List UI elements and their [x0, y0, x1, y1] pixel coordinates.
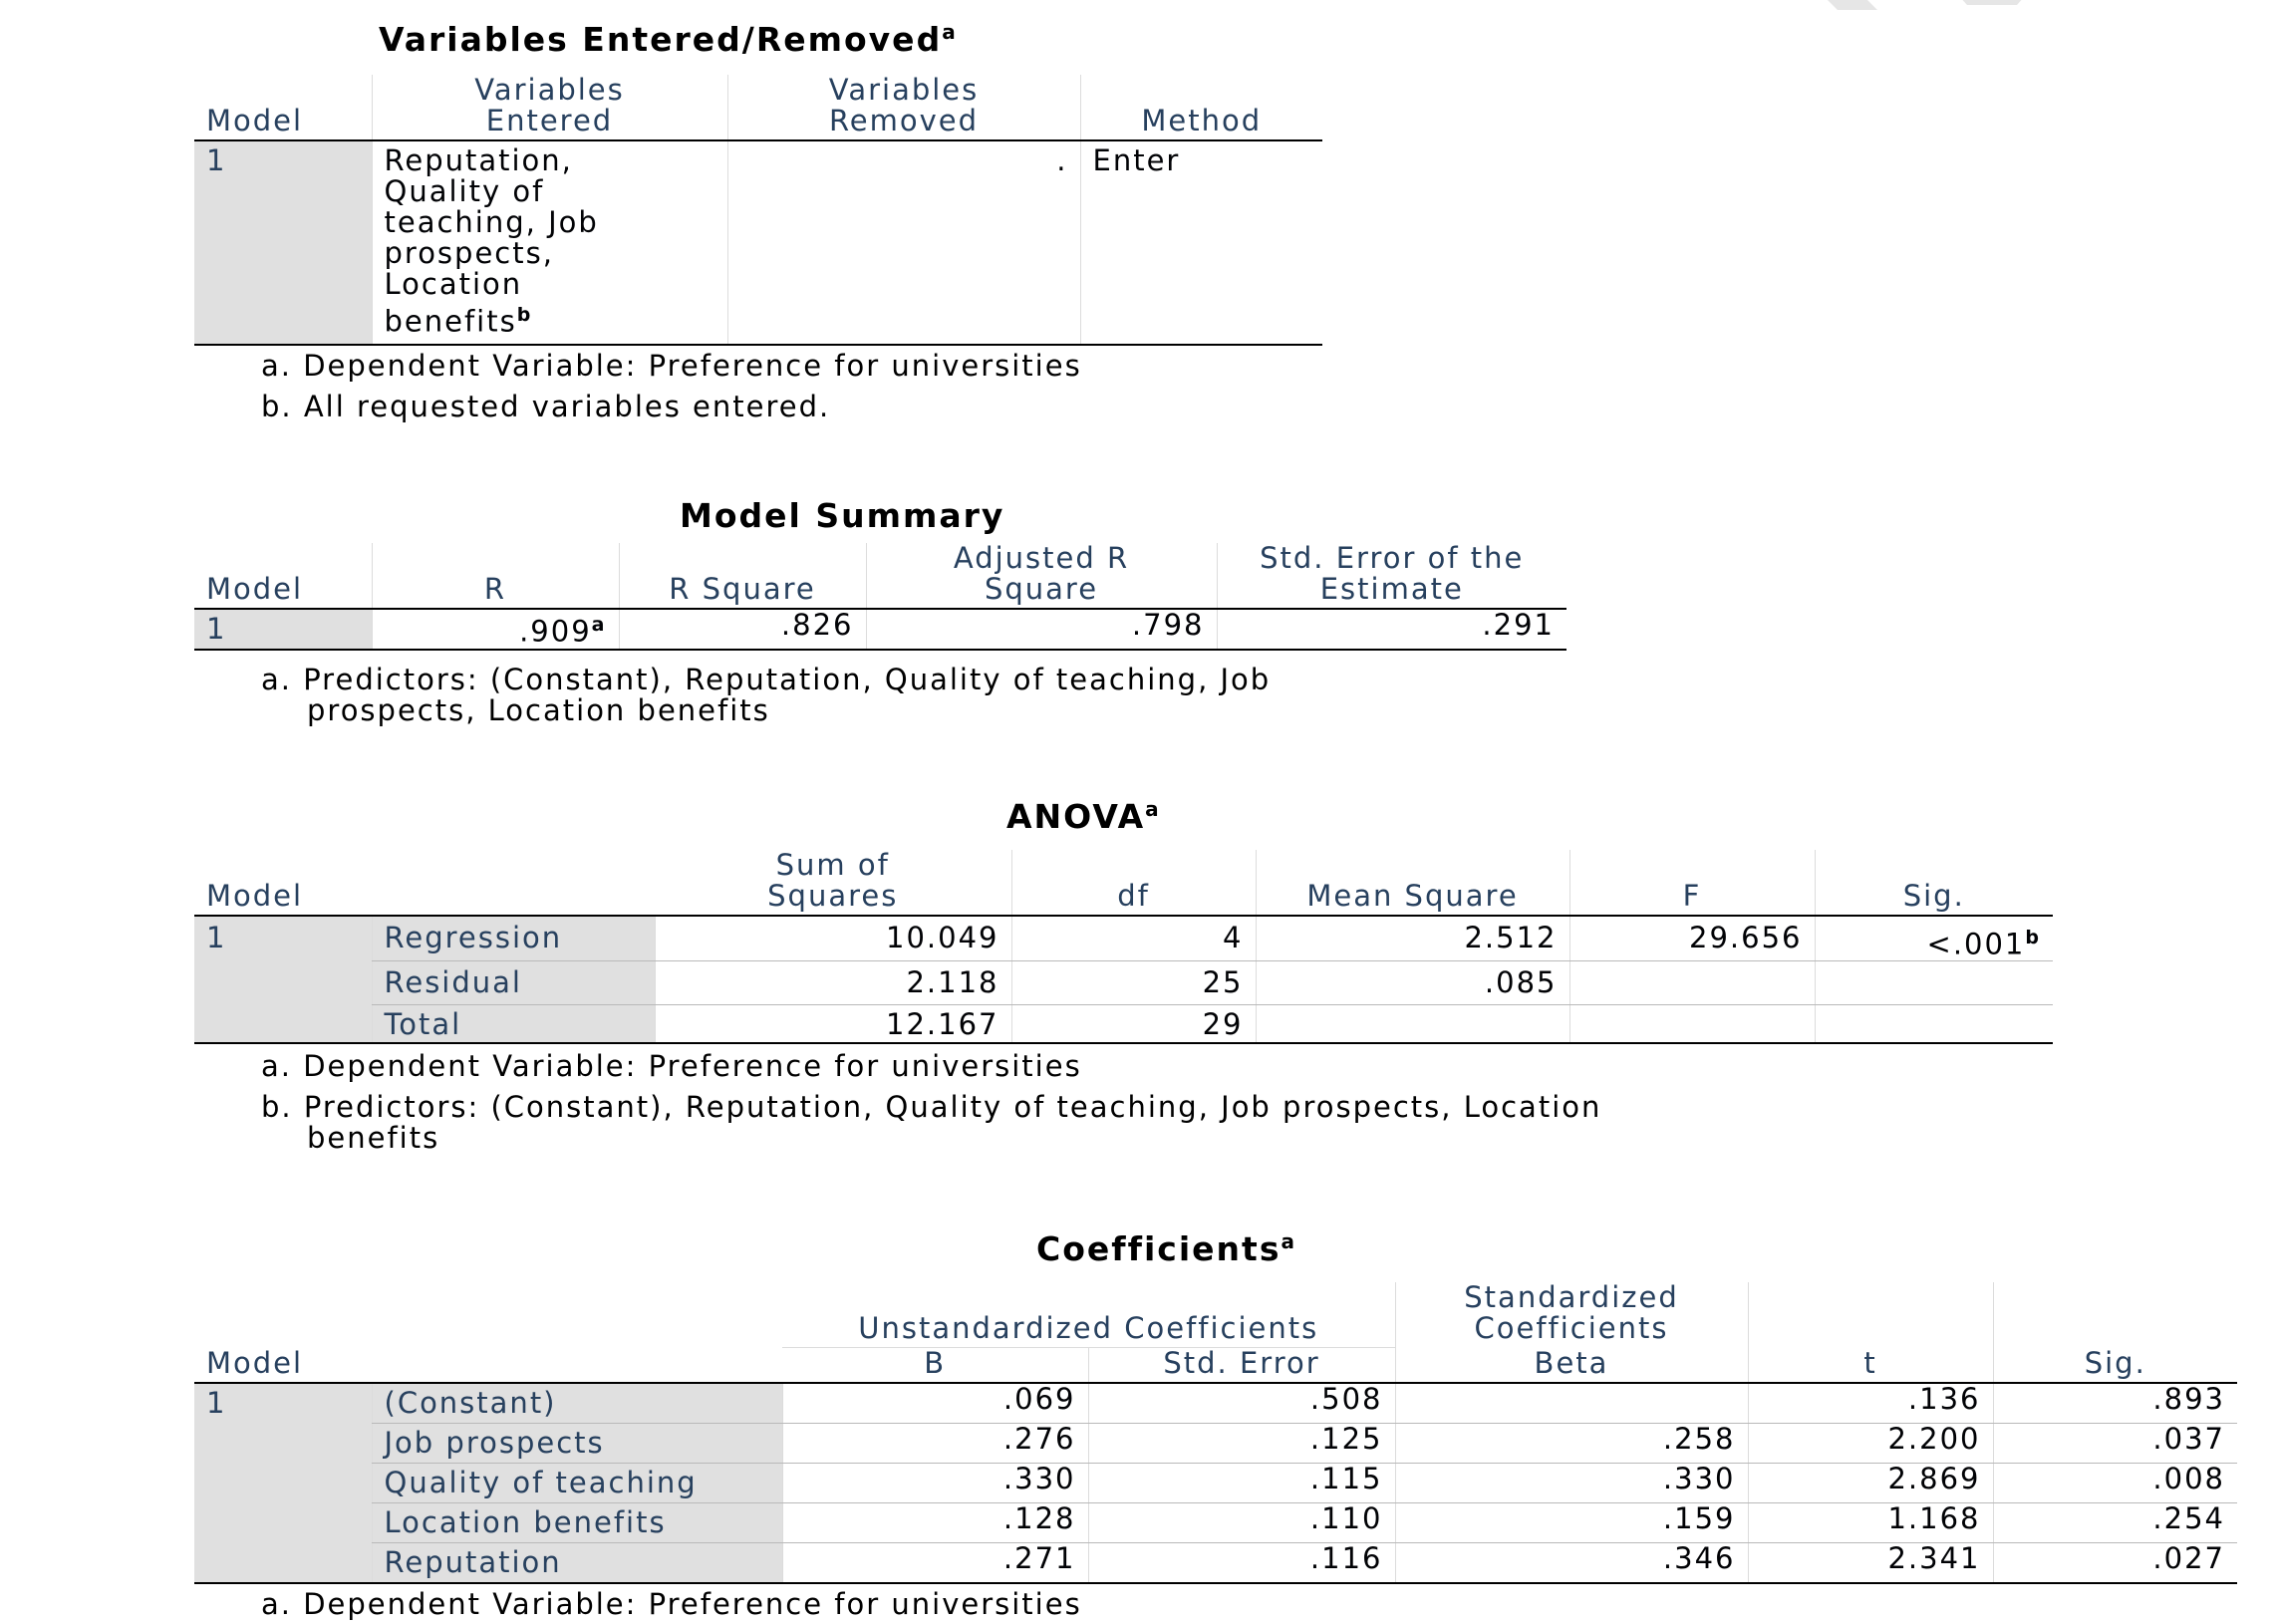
ss-cell: 10.049: [655, 916, 1011, 960]
table-row: [194, 1542, 2237, 1583]
b-cell: .128: [782, 1502, 1088, 1542]
model-summary-footnotes: [261, 665, 1271, 726]
beta-cell: .346: [1395, 1542, 1748, 1583]
ms-cell: .085: [1256, 960, 1569, 1004]
table-row: [194, 916, 2053, 960]
beta-cell: .159: [1395, 1502, 1748, 1542]
table-row: [194, 1502, 2237, 1542]
t-cell: .136: [1748, 1383, 1993, 1424]
df-cell: 25: [1011, 960, 1256, 1004]
row-label: Location benefits: [372, 1502, 782, 1542]
header-standardized-coefficients: Standardized Coefficients: [1395, 1282, 1748, 1347]
std-error-cell: .125: [1088, 1423, 1395, 1463]
header-std-error: Std. Error of the Estimate: [1217, 543, 1566, 609]
footnote: b. All requested variables entered.: [261, 390, 831, 423]
variables-entered-cell: Reputation, Quality of teaching, Job prospects, Location benefits$^b$: [372, 140, 727, 345]
r-cell: .909$^a$: [372, 609, 619, 650]
sig-cell: .027: [1993, 1542, 2237, 1583]
anova-title: ANOVA$^a$: [1006, 797, 1161, 836]
model-cell: 1: [194, 1383, 372, 1583]
header-model: Model: [194, 543, 372, 609]
coefficients-title: Coefficients$^a$: [1036, 1229, 1296, 1268]
ms-cell: [1256, 1004, 1569, 1043]
footnote: a. Predictors: (Constant), Reputation, Quality of teaching, Job: [261, 663, 1272, 696]
vars-table-title-text: Variables Entered/Removed: [379, 20, 943, 59]
row-label: (Constant): [372, 1383, 782, 1424]
header-std-error: Std. Error: [1088, 1347, 1395, 1383]
beta-cell: .330: [1395, 1463, 1748, 1502]
row-label: Total: [372, 1004, 655, 1043]
footnote: a. Dependent Variable: Preference for universities: [261, 1587, 1082, 1621]
anova-footnotes: [261, 1051, 1601, 1154]
ms-cell: 2.512: [1256, 916, 1569, 960]
vars-table-title: [379, 20, 958, 59]
table-row: [194, 609, 1566, 650]
vars-table-footnotes: [261, 351, 1082, 422]
header-r-square: R Square: [619, 543, 866, 609]
b-cell: .271: [782, 1542, 1088, 1583]
std-error-cell: .291: [1217, 609, 1566, 650]
sig-cell: [1815, 960, 2053, 1004]
sig-cell: .254: [1993, 1502, 2237, 1542]
header-blank: [372, 850, 655, 916]
watermark-graphic: [1768, 0, 2186, 20]
f-cell: 29.656: [1569, 916, 1815, 960]
coefficients-footnotes: [261, 1589, 1082, 1620]
footnote: benefits: [307, 1121, 440, 1155]
row-label: Reputation: [372, 1542, 782, 1583]
row-label: Quality of teaching: [372, 1463, 782, 1502]
method-cell: Enter: [1080, 140, 1322, 345]
f-cell: [1569, 960, 1815, 1004]
table-row: [194, 1423, 2237, 1463]
sig-cell: .893: [1993, 1383, 2237, 1424]
footnote: prospects, Location benefits: [307, 693, 770, 727]
sig-cell: <.001$^b$: [1815, 916, 2053, 960]
header-variables-removed: Variables Removed: [727, 75, 1080, 140]
t-cell: 2.341: [1748, 1542, 1993, 1583]
header-sum-of-squares: Sum of Squares: [655, 850, 1011, 916]
model-cell: 1: [194, 609, 372, 650]
header-model: Model: [194, 75, 372, 140]
header-model: Model: [194, 1282, 372, 1383]
table-row: [194, 1463, 2237, 1502]
std-error-cell: .110: [1088, 1502, 1395, 1542]
footnote: b. Predictors: (Constant), Reputation, Quality of teaching, Job prospects, Location: [261, 1090, 1602, 1124]
header-adjusted-r-square: Adjusted R Square: [866, 543, 1217, 609]
header-sig: Sig.: [1993, 1282, 2237, 1383]
table-row: [194, 1383, 2237, 1424]
table-row: [194, 1004, 2053, 1043]
coefficients-table: [194, 1282, 2237, 1584]
ss-cell: 2.118: [655, 960, 1011, 1004]
df-cell: 4: [1011, 916, 1256, 960]
header-df: df: [1011, 850, 1256, 916]
anova-table: [194, 850, 2053, 1044]
header-unstandardized-coefficients: Unstandardized Coefficients: [782, 1282, 1395, 1347]
sig-cell: [1815, 1004, 2053, 1043]
header-f: F: [1569, 850, 1815, 916]
table-row: [194, 960, 2053, 1004]
header-model: Model: [194, 850, 372, 916]
std-error-cell: .116: [1088, 1542, 1395, 1583]
b-cell: .330: [782, 1463, 1088, 1502]
header-r: R: [372, 543, 619, 609]
header-blank: [372, 1282, 782, 1383]
row-label: Regression: [372, 916, 655, 960]
f-cell: [1569, 1004, 1815, 1043]
footnote: a. Dependent Variable: Preference for universities: [261, 1049, 1082, 1083]
model-cell: 1: [194, 140, 372, 345]
vars-table-title-sup: a: [942, 20, 958, 44]
df-cell: 29: [1011, 1004, 1256, 1043]
b-cell: .069: [782, 1383, 1088, 1424]
model-summary-table: [194, 543, 1566, 651]
header-sig: Sig.: [1815, 850, 2053, 916]
header-method: Method: [1080, 75, 1322, 140]
beta-cell: .258: [1395, 1423, 1748, 1463]
header-b: B: [782, 1347, 1088, 1383]
footnote: a. Dependent Variable: Preference for universities: [261, 349, 1082, 383]
b-cell: .276: [782, 1423, 1088, 1463]
std-error-cell: .508: [1088, 1383, 1395, 1424]
t-cell: 2.869: [1748, 1463, 1993, 1502]
sig-cell: .037: [1993, 1423, 2237, 1463]
header-variables-entered: Variables Entered: [372, 75, 727, 140]
row-label: Job prospects: [372, 1423, 782, 1463]
variables-entered-removed-table: [194, 75, 1322, 346]
t-cell: 1.168: [1748, 1502, 1993, 1542]
beta-cell: [1395, 1383, 1748, 1424]
header-t: t: [1748, 1282, 1993, 1383]
header-mean-square: Mean Square: [1256, 850, 1569, 916]
t-cell: 2.200: [1748, 1423, 1993, 1463]
sig-cell: .008: [1993, 1463, 2237, 1502]
r-square-cell: .826: [619, 609, 866, 650]
ss-cell: 12.167: [655, 1004, 1011, 1043]
std-error-cell: .115: [1088, 1463, 1395, 1502]
model-summary-title: Model Summary: [680, 496, 1005, 535]
header-beta: Beta: [1395, 1347, 1748, 1383]
adjusted-r-square-cell: .798: [866, 609, 1217, 650]
variables-removed-cell: .: [727, 140, 1080, 345]
model-cell: 1: [194, 916, 372, 1043]
row-label: Residual: [372, 960, 655, 1004]
table-row: [194, 140, 1322, 345]
